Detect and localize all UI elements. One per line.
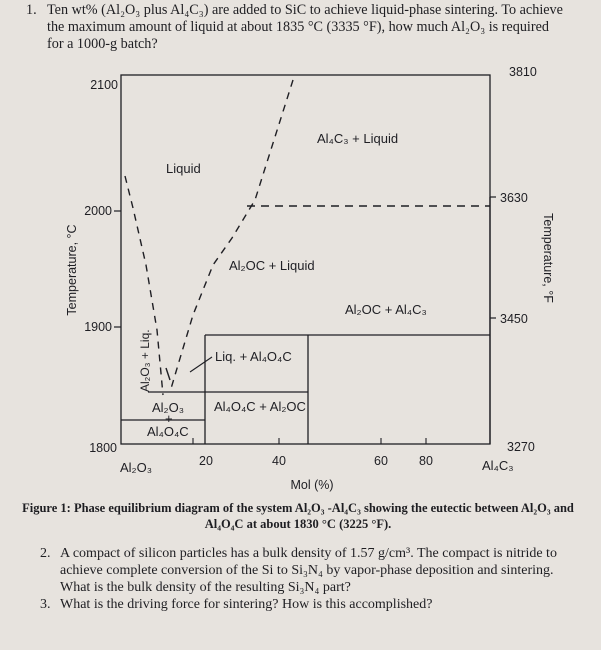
left-tick-marks (114, 211, 121, 327)
x-tick-label-60: 60 (374, 454, 388, 468)
solidus-tail (166, 368, 170, 380)
figure-caption: Figure 1: Phase equilibrium diagram of the system Al₂O₃ -Al₄C₃ showing the eutectic between Al₂O₃ and Al₄O₄C at about 1830 °C (3225 °F). (22, 501, 574, 531)
right-tick-label-3810: 3810 (509, 65, 537, 79)
question-2 (40, 545, 560, 596)
region-al2o3-al4o4c-bottom: Al₄O₄C (147, 424, 189, 439)
question-2-text: A compact of silicon particles has a bulk density of 1.57 g/cm³. The compact is nitride to achieve complete conversion of the Si to Si₃N₄ by vapor-phase deposition and sintering. What is the bulk density of the resulting Si₃N₄ part? (60, 546, 557, 595)
x-axis-title: Mol (%) (290, 478, 334, 492)
x-end-label-al4c3: Al₄C₃ (482, 458, 514, 473)
question-1-text: Ten wt% (Al₂O₃ plus Al₄C₃) are added to SiC to achieve liquid-phase sintering. To achieve the maximum amount of liquid at about 1835 °C (3335 °F), how much Al₂O₃ is required for a 1000-g batch? (47, 2, 563, 52)
bottom-tick-marks (193, 438, 426, 444)
question-3 (40, 596, 560, 613)
region-al4o4c-al2oc: Al₄O₄C + Al₂OC (214, 399, 306, 414)
left-tick-label-2000: 2000 (84, 204, 112, 218)
question-3-text: What is the driving force for sintering? How is this accomplished? (60, 597, 433, 612)
region-al2o3-al4o4c-plus: + (165, 411, 173, 426)
region-al2o3-liq-rotated: Al₂O₃ + Liq. (138, 329, 152, 392)
x-tick-label-80: 80 (419, 454, 433, 468)
region-al2o3-al4o4c-top: Al₂O₃ (152, 400, 185, 415)
right-tick-label-3270: 3270 (507, 440, 535, 454)
region-liquid: Liquid (166, 161, 201, 176)
region-label-leader (190, 357, 212, 372)
x-tick-label-20: 20 (199, 454, 213, 468)
right-tick-marks (490, 197, 496, 318)
x-end-label-al2o3: Al₂O₃ (120, 460, 153, 475)
liquidus-right-dashed (170, 80, 293, 392)
right-tick-label-3630: 3630 (500, 191, 528, 205)
question-3-number: 3. (40, 597, 51, 612)
left-tick-label-1800: 1800 (89, 441, 117, 455)
region-liq-al4o4c: Liq. + Al₄O₄C (215, 349, 292, 364)
question-1-number: 1. (26, 2, 37, 18)
question-2-number: 2. (40, 546, 51, 561)
right-tick-label-3450: 3450 (500, 312, 528, 326)
region-al2oc-al4c3: Al₂OC + Al₄C₃ (345, 302, 427, 317)
y-axis-title-right: Temperature, °F (541, 213, 555, 303)
left-tick-label-2100: 2100 (90, 78, 118, 92)
left-tick-label-1900: 1900 (84, 320, 112, 334)
x-tick-label-40: 40 (272, 454, 286, 468)
questions-block (40, 545, 560, 613)
y-axis-title-left: Temperature, °C (65, 224, 79, 316)
region-al2oc-liquid: Al₂OC + Liquid (229, 258, 315, 273)
region-al4c3-liquid: Al₄C₃ + Liquid (317, 131, 399, 146)
